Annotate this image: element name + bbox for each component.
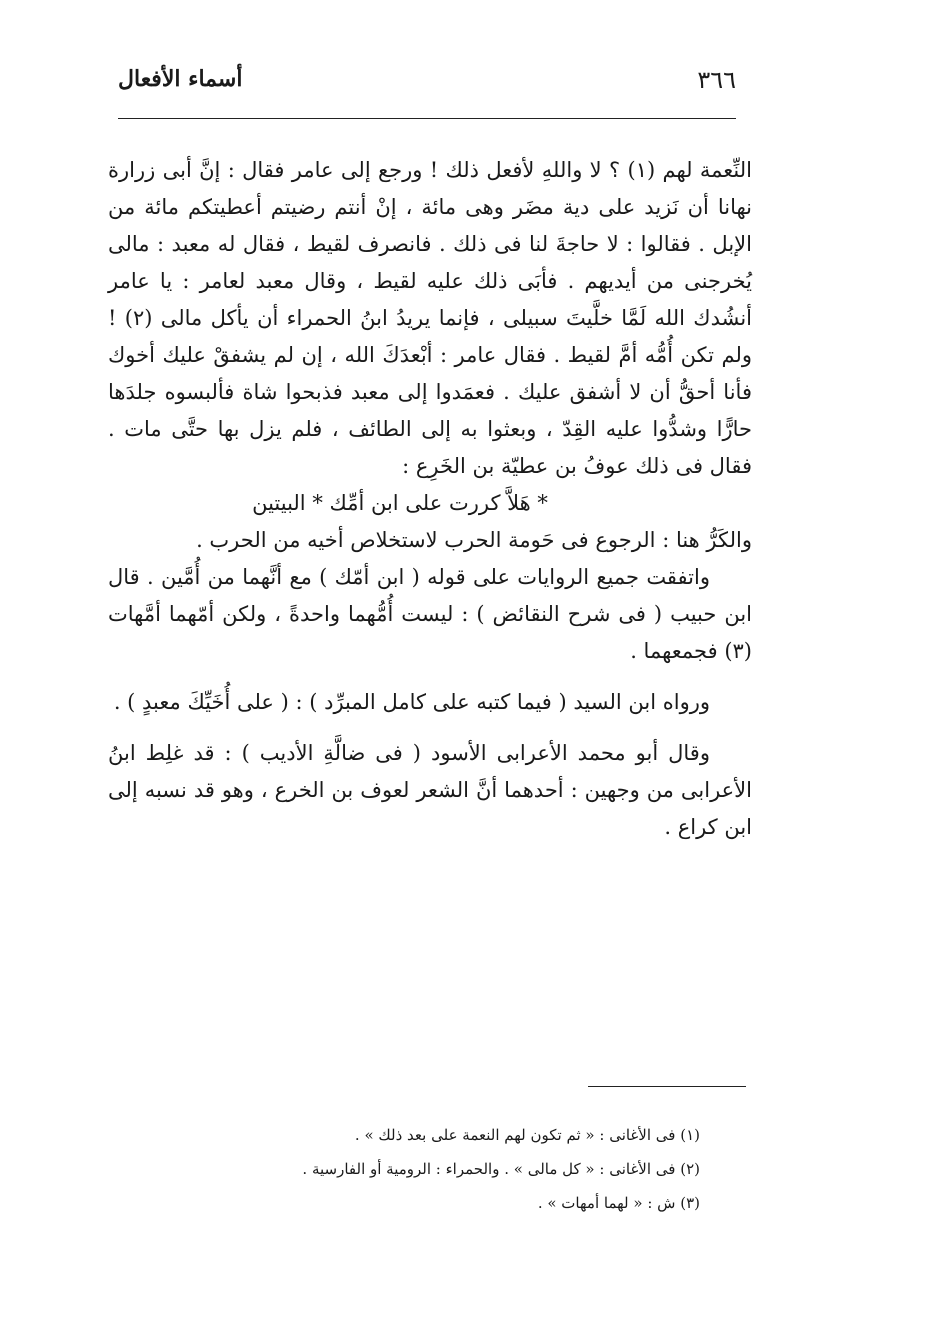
page-header <box>118 60 736 100</box>
footnote-2: (٢) فى الأغانى : « كل مالى » . والحمراء : الرومية أو الفارسية . <box>302 1160 700 1178</box>
paragraph-2: والكَرُّ هنا : الرجوع فى حَومة الحرب لاستخلاص أخيه من الحرب . <box>196 528 752 552</box>
footnote-1: (١) فى الأغانى : « ثم تكون لهم النعمة على بعد ذلك » . <box>354 1126 700 1144</box>
running-title: أسماء الأفعال <box>118 66 243 92</box>
page-number: ٣٦٦ <box>697 66 736 94</box>
paragraph-1: النِّعمة لهم (١) ؟ لا واللهِ لأفعل ذلك ! ورجع إلى عامر فقال : إنَّ أبى زرارة نهانا أن نَزيد على دية مضَر وهى مائة ، إنْ أنتم رضيتم أعطيتكم مائة من الإبل . فقالوا : لا حاجةَ لنا فى ذلك . فانصرف لقيط ، فقال له معبد : مالى يُخرجنى من أيديهم . فأبَى ذلك عليه لقيط ، وقال معبد لعامر : يا عامر أنشُدك الله لَمَّا خلَّيتَ سبيلى ، فإنما يريدُ ابنُ الحمراء أن يأكل مالى (٢) ! ولم تكن أُمُّه أمَّ لقيط . فقال عامر : أبْعدَكَ الله ، إن لم يشفقْ عليك أخوك فأنا أحقُّ أن لا أشفق عليك . فعمَدوا إلى معبد فذبحوا شاة فألبسوه جلدَها حارًّا وشدُّوا عليه القِدّ ، وبعثوا به إلى الطائف ، فلم يزل بها حتَّى مات . فقال فى ذلك عوفُ بن عطيّة بن الخَرِع : <box>108 158 753 478</box>
paragraph-5: وقال أبو محمد الأعرابى الأسود ( فى ضالَّةِ الأديب ) : قد غلِط ابنُ الأعرابى من وجهين : أحدهما أنَّ الشعر لعوف بن الخرع ، وهو قد نسبه إلى ابن كراع . <box>108 741 752 839</box>
paragraph-3: واتفقت جميع الروايات على قوله ( ابن أمّك ) مع أنَّهما من أُمَّين . قال ابن حبيب ( فى شرح النقائض ) : ليست أُمُّهما واحدةً ، ولكن أمّهما أمَّهات (٣) فجمعهما . <box>108 565 752 663</box>
footnotes <box>200 1118 700 1220</box>
paragraph-4: ورواه ابن السيد ( فيما كتبه على كامل المبرِّد ) : ( على أُخَيِّكَ معبدٍ ) . <box>113 690 710 714</box>
footnote-3: (٣) ش : « لهما أمهات » . <box>537 1194 700 1212</box>
footnote-rule <box>588 1086 746 1087</box>
verse-line: * هَلاَّ كررت على ابن أمِّك * البيتين <box>252 491 548 515</box>
main-text <box>108 152 752 846</box>
header-rule <box>118 118 736 119</box>
